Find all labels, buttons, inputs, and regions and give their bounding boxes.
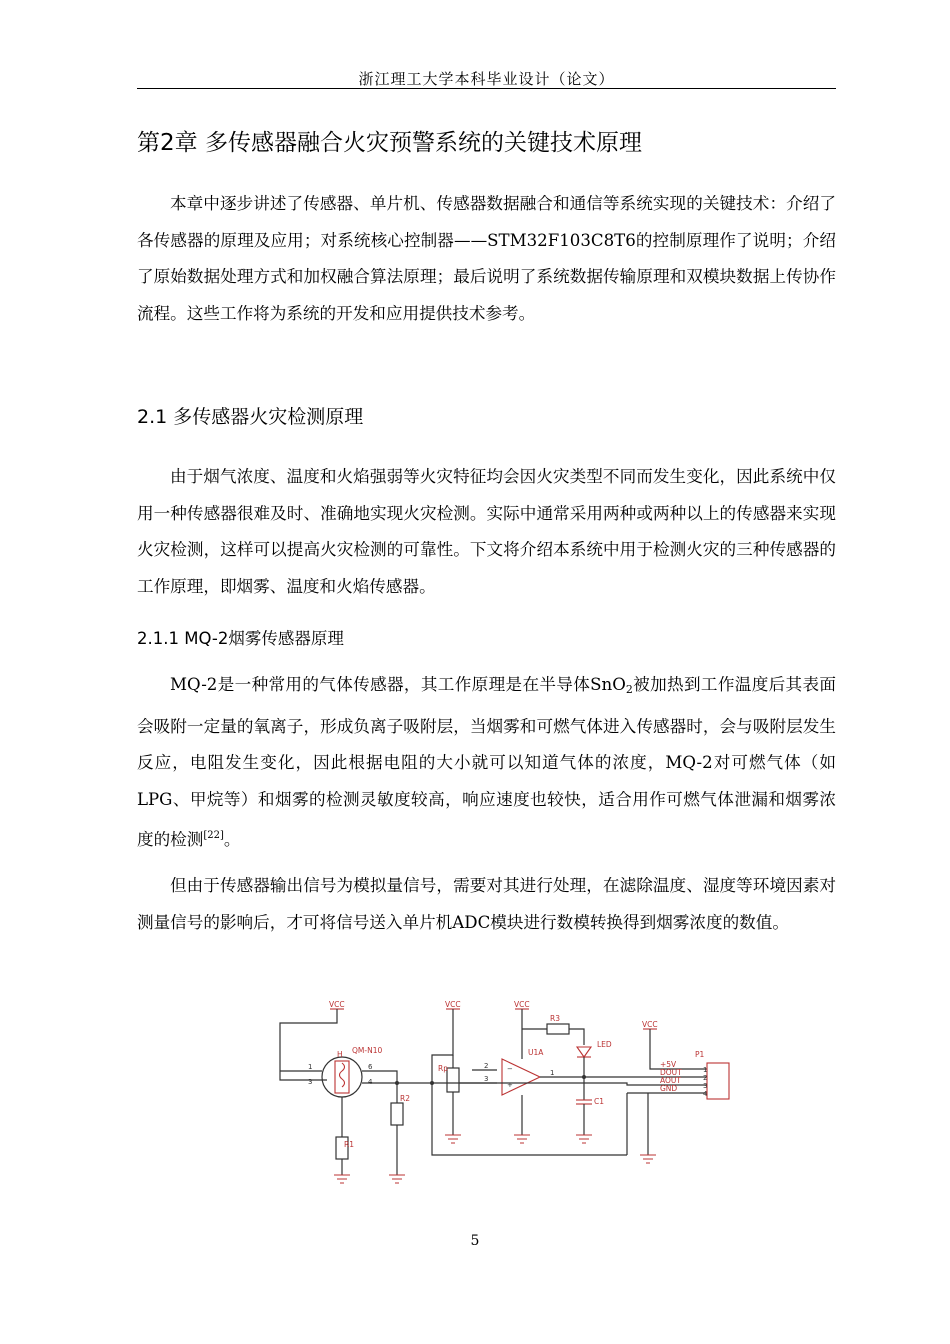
r3-label: R3 bbox=[550, 1014, 560, 1023]
page-number: 5 bbox=[470, 1233, 480, 1249]
led-label: LED bbox=[597, 1040, 612, 1049]
r2-label: R2 bbox=[400, 1094, 410, 1103]
sensor-label: QM-N10 bbox=[352, 1046, 383, 1055]
chapter-title: 第2章 多传感器融合火灾预警系统的关键技术原理 bbox=[137, 130, 642, 156]
citation-ref: [22] bbox=[203, 830, 224, 841]
svg-text:2: 2 bbox=[703, 1074, 708, 1082]
svg-text:4: 4 bbox=[368, 1078, 373, 1086]
intro-paragraph: 本章中逐步讲述了传感器、单片机、传感器数据融合和通信等系统实现的关键技术：介绍了各传感器的原理及应用；对系统核心控制器——STM32F103C8T6的控制原理作了说明；介绍了原始数据处理方式和加权融合算法原理；最后说明了系统数据传输原理和双模块数据上传协作流程。这些工作将为系统的开发和应用提供技术参考。 bbox=[137, 194, 836, 323]
header-rule bbox=[137, 88, 836, 89]
led bbox=[577, 1047, 591, 1057]
mq2-text-end: 。 bbox=[223, 830, 241, 849]
vcc-label-1: VCC bbox=[329, 1000, 345, 1009]
svg-text:3: 3 bbox=[484, 1075, 489, 1083]
circuit-diagram bbox=[272, 995, 742, 1195]
svg-text:4: 4 bbox=[703, 1090, 708, 1098]
resistor-r3 bbox=[547, 1024, 569, 1034]
svg-text:6: 6 bbox=[368, 1063, 373, 1071]
svg-text:3: 3 bbox=[308, 1078, 313, 1086]
svg-text:1: 1 bbox=[550, 1069, 555, 1077]
mq2-text-b: 被加热到工作温度后其表面会吸附一定量的氧离子，形成负离子吸附层，当烟雾和可燃气体进入传感器时，会与吸附层发生反应，电阻发生变化，因此根据电阻的大小就可以知道气体的浓度，MQ-2对可燃气体（如LPG、甲烷等）和烟雾的检测灵敏度较高，响应速度也较快，适合用作可燃气体泄漏和烟雾浓度的检测 bbox=[137, 675, 837, 849]
section-heading-2-1: 2.1 多传感器火灾检测原理 bbox=[137, 406, 364, 428]
svg-text:1: 1 bbox=[703, 1066, 708, 1074]
p1-label: P1 bbox=[695, 1050, 705, 1059]
c1-label: C1 bbox=[594, 1097, 605, 1106]
svg-text:2: 2 bbox=[484, 1062, 489, 1070]
mq2-paragraph bbox=[137, 667, 836, 859]
resistor-r2 bbox=[391, 1103, 403, 1125]
subscript: 2 bbox=[625, 683, 633, 696]
page-header: 浙江理工大学本科毕业设计（论文） bbox=[358, 70, 615, 88]
aout-label: AOUT bbox=[660, 1076, 681, 1085]
mq2-text-a: MQ-2是一种常用的气体传感器，其工作原理是在半导体SnO bbox=[170, 675, 626, 694]
rp-label: Rp bbox=[438, 1064, 448, 1073]
vcc-label-3: VCC bbox=[514, 1000, 530, 1009]
svg-text:1: 1 bbox=[308, 1063, 313, 1071]
r1-label: R1 bbox=[344, 1140, 354, 1149]
svg-text:+: + bbox=[507, 1081, 513, 1089]
vcc-label-2: VCC bbox=[445, 1000, 461, 1009]
connector-p1 bbox=[707, 1063, 729, 1099]
gnd-label: GND bbox=[660, 1084, 678, 1093]
opamp-label: U1A bbox=[528, 1048, 544, 1057]
svg-text:3: 3 bbox=[703, 1082, 708, 1090]
section-heading-2-1-1: 2.1.1 MQ-2烟雾传感器原理 bbox=[137, 629, 344, 648]
svg-text:−: − bbox=[507, 1065, 513, 1073]
signal-paragraph: 但由于传感器输出信号为模拟量信号，需要对其进行处理，在滤除温度、湿度等环境因素对测量信号的影响后，才可将信号送入单片机ADC模块进行数模转换得到烟雾浓度的数值。 bbox=[137, 876, 836, 932]
plus5v-label: +5V bbox=[660, 1060, 677, 1069]
detection-paragraph: 由于烟气浓度、温度和火焰强弱等火灾特征均会因火灾类型不同而发生变化，因此系统中仅用一种传感器很难及时、准确地实现火灾检测。实际中通常采用两种或两种以上的传感器来实现火灾检测，这样可以提高火灾检测的可靠性。下文将介绍本系统中用于检测火灾的三种传感器的工作原理，即烟雾、温度和火焰传感器。 bbox=[137, 467, 836, 596]
vcc-label-4: VCC bbox=[642, 1020, 658, 1029]
potentiometer-rp bbox=[447, 1068, 459, 1092]
dout-label: DOUT bbox=[660, 1068, 682, 1077]
sensor-h-label: H bbox=[337, 1050, 343, 1059]
